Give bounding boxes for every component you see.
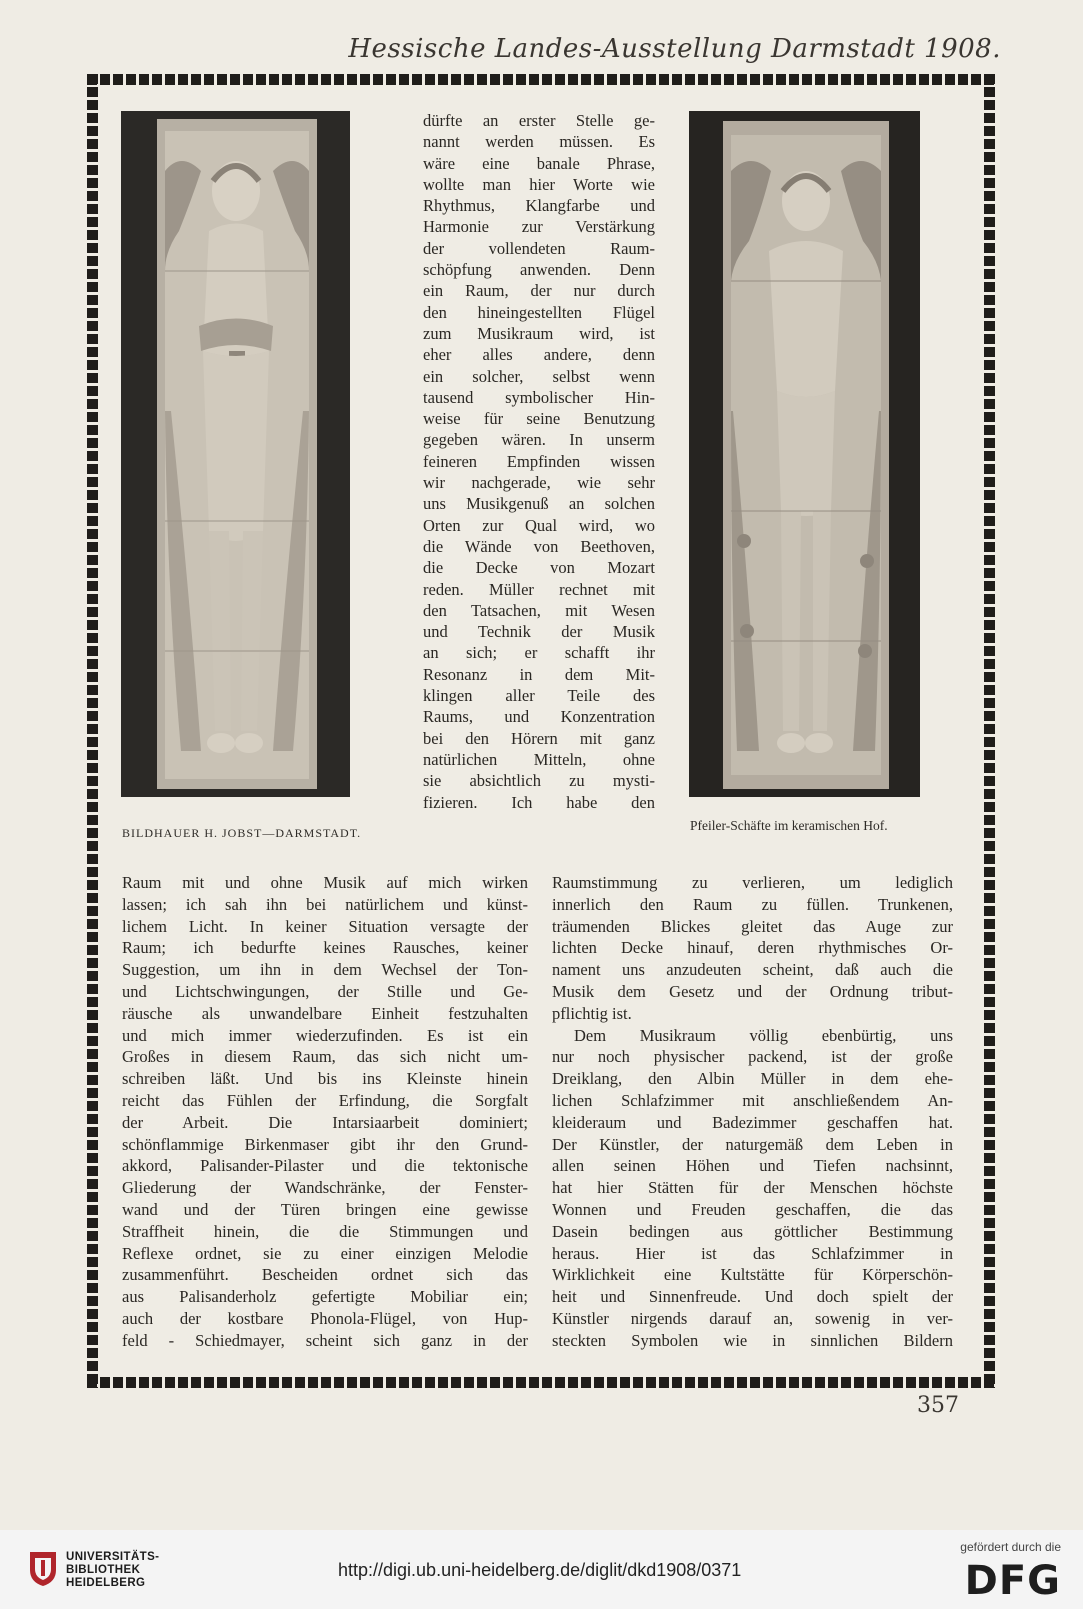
text-line: Wirklichkeit eine Kultstätte für Körperschön- [552,1265,953,1285]
text-line: der vollendeten Raum- [423,238,655,258]
text-line: lichen Schlafzimmer mit anschließendem An- [552,1090,953,1110]
text-line: Straffheit hinein, die die Stimmungen und [122,1221,528,1241]
text-line: pflichtig ist. [552,1003,632,1023]
text-line: lassen; ich sah ihn bei natürlichem und künst- [122,894,528,914]
text-line: den Tatsachen, mit Wesen [423,600,655,620]
text-line: allen seinen Höhen und Tiefen nachsinnt, [552,1156,953,1176]
text-line: reden. Müller rechnet mit [423,579,655,599]
text-line: weise für seine Benutzung [423,409,655,429]
text-line: aus Palisanderholz gefertigte Mobiliar ein; [122,1287,528,1307]
right-text-column [552,872,953,1352]
text-line: ein solcher, selbst wenn [423,366,655,386]
text-line: nannt werden müssen. Es [423,132,655,152]
text-line: Wonnen und Freuden geschaffen, die das [552,1199,953,1219]
text-line: wollte man hier Worte wie [423,174,655,194]
decorative-border-right [984,74,995,1388]
funding-note: gefördert durch die [960,1540,1061,1554]
text-line: und Technik der Musik [423,622,655,642]
text-line: heit und Sinnenfreude. Und doch spielt der [552,1287,953,1307]
text-line: Raums, und Konzentration [423,707,655,727]
text-line: kleideraum und Badezimmer geschaffen hat. [552,1112,953,1132]
text-line: hat hier Stätten für der Menschen höchste [552,1178,953,1198]
text-line: auch der kostbare Phonola-Flügel, von Hup- [122,1308,528,1328]
text-line: Harmonie zur Verstärkung [423,217,655,237]
library-name[interactable]: UNIVERSITÄTS- BIBLIOTHEK HEIDELBERG [66,1551,160,1589]
caption-left: BILDHAUER H. JOBST—DARMSTADT. [122,826,362,840]
text-line: eher alles andere, denn [423,345,655,365]
text-line: Dasein bedingen aus göttlicher Bestimmung [552,1221,953,1241]
caption-right: Pfeiler-Schäfte im keramischen Hof. [690,818,888,833]
text-line: dürfte an erster Stelle ge- [423,111,655,130]
text-line: Orten zur Qual wird, wo [423,515,655,535]
text-line: reicht das Fühlen der Erfindung, die Sorgfalt [122,1090,528,1110]
text-line: natürlichen Mitteln, ohne [423,749,655,769]
text-line: akkord, Palisander-Pilaster und die tektonische [122,1156,528,1176]
photo-male-pillar-relief [689,111,920,797]
text-line: und mich immer wiederzufinden. Es ist ein [122,1025,528,1045]
text-line: die Decke von Mozart [423,558,655,578]
text-line: die Wände von Beethoven, [423,536,655,556]
text-line: fizieren. Ich habe den [423,792,655,812]
text-line: feineren Empfinden wissen [423,451,655,471]
text-line: Reflexe ordnet, sie zu einer einzigen Melodie [122,1243,528,1263]
text-line: und Lichtschwingungen, der Stille und Ge- [122,981,528,1001]
text-line: Künstler nirgends darauf an, sowenig in ver- [552,1308,953,1328]
text-line: Suggestion, um ihn in dem Wechsel der Ton- [122,960,528,980]
text-line: Raum mit und ohne Musik auf mich wirken [122,873,528,892]
source-url-link[interactable]: http://digi.ub.uni-heidelberg.de/diglit/dkd1908/0371 [338,1560,742,1580]
text-line: steckten Symbolen wie in sinnlichen Bildern [552,1330,953,1350]
text-line: Großes in diesem Raum, das sich nicht um- [122,1047,528,1067]
text-line: heraus. Hier ist das Schlafzimmer in [552,1243,953,1263]
text-line: Raum; ich bedurfte keines Rausches, keiner [122,938,528,958]
decorative-border-left [87,74,98,1388]
text-line: zusammenführt. Bescheiden ordnet sich das [122,1265,528,1285]
text-line: an sich; er schafft ihr [423,643,655,663]
page-number: 357 [917,1393,959,1418]
text-line: der Arbeit. Die Intarsiaarbeit dominiert; [122,1112,528,1132]
photo-female-pillar-relief [121,111,350,797]
text-line: bei den Hörern mit ganz [423,728,655,748]
text-line: räusche als unwandelbare Einheit festzuhalten [122,1003,528,1023]
text-line: nur noch physischer packend, ist der große [552,1047,953,1067]
text-line: träumenden Blickes gleitet das Auge zur [552,916,953,936]
text-line: gegeben wären. In unserm [423,430,655,450]
running-head: Hessische Landes-Ausstellung Darmstadt 1908. [348,34,1001,64]
university-seal-icon [26,1548,60,1588]
text-line: den hineingestellten Flügel [423,302,655,322]
text-line: feld - Schiedmayer, scheint sich ganz in der [122,1330,528,1350]
narrow-text-column [423,110,655,813]
text-line: schreiben läßt. Und bis ins Kleinste hinein [122,1069,528,1089]
text-line: Dem Musikraum völlig ebenbürtig, uns [574,1025,953,1045]
dfg-logo[interactable]: DFG [964,1558,1061,1604]
text-line: innerlich den Raum zu füllen. Trunkenen, [552,894,953,914]
text-line: zum Musikraum wird, ist [423,323,655,343]
decorative-border-top [87,74,995,85]
text-line: schönflammige Birkenmaser gibt ihr den Grund- [122,1134,528,1154]
text-line: wäre eine banale Phrase, [423,153,655,173]
viewer-footer [0,1530,1083,1609]
text-line: uns Musikgenuß an solchen [423,494,655,514]
text-line: Gliederung der Wandschränke, der Fenster- [122,1178,528,1198]
text-line: klingen aller Teile des [423,686,655,706]
text-line: Dreiklang, den Albin Müller in dem ehe- [552,1069,953,1089]
text-line: Resonanz in dem Mit- [423,664,655,684]
text-line: wand und der Türen bringen eine gewisse [122,1199,528,1219]
text-line: sie absichtlich zu mysti- [423,771,655,791]
text-line: wir nachgerade, wie sehr [423,473,655,493]
text-line: Musik dem Gesetz und der Ordnung tribut- [552,981,953,1001]
text-line: Der Künstler, der naturgemäß dem Leben in [552,1134,953,1154]
left-text-column [122,872,528,1352]
decorative-border-bottom [87,1377,995,1388]
text-line: Rhythmus, Klangfarbe und [423,196,655,216]
text-line: schöpfung anwenden. Denn [423,260,655,280]
text-line: nament uns anzudeuten scheint, daß auch die [552,960,953,980]
text-line: Raumstimmung zu verlieren, um lediglich [552,873,953,892]
text-line: lichten Decke hinauf, deren rhythmisches Or- [552,938,953,958]
text-line: tausend symbolischer Hin- [423,387,655,407]
text-line: ein Raum, der nur durch [423,281,655,301]
text-line: lichem Licht. In keiner Situation versagte der [122,916,528,936]
